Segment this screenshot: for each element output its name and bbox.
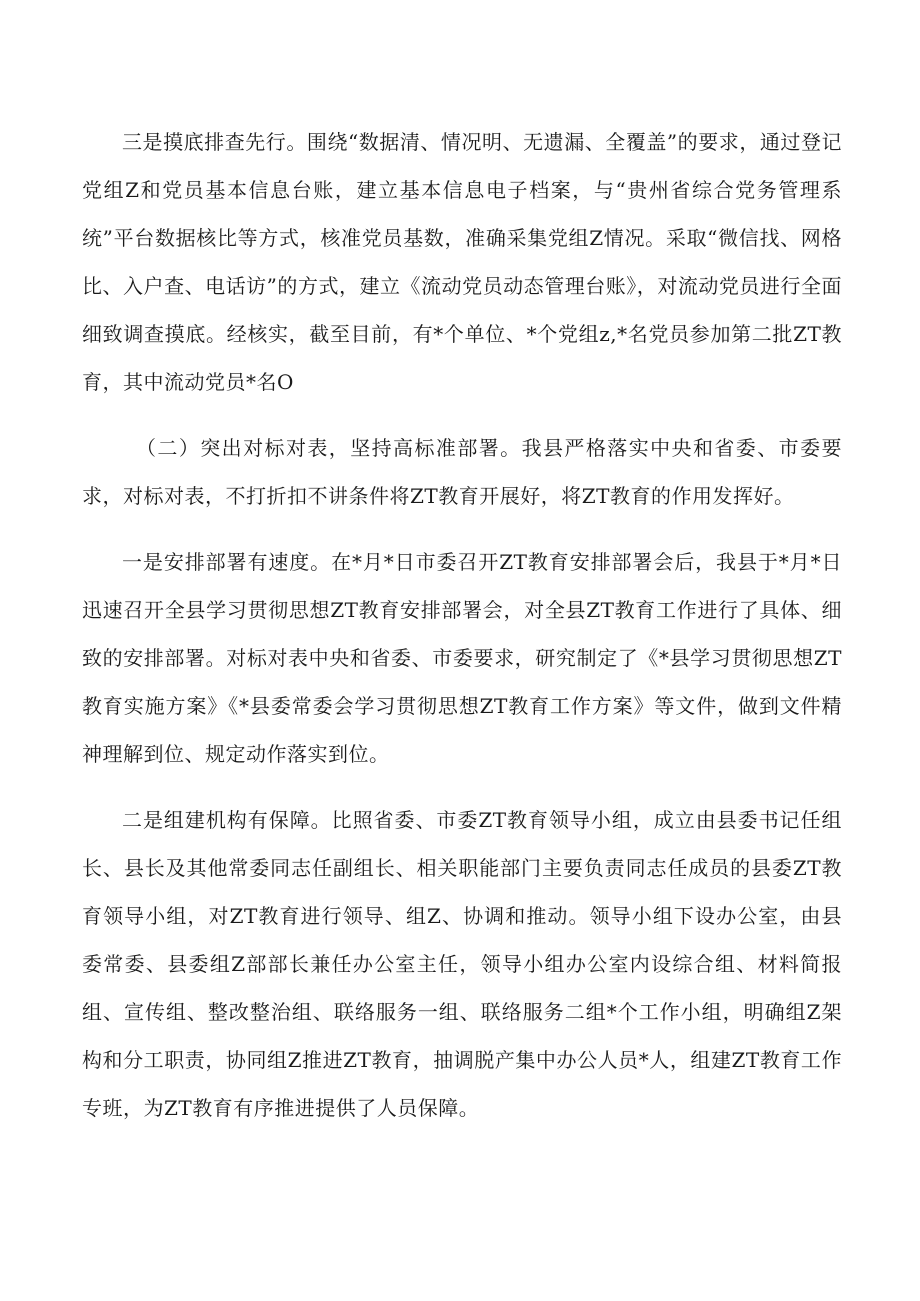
document-body — [82, 118, 842, 1132]
paragraph-organization: 二是组建机构有保障。比照省委、市委ZT教育领导小组，成立由县委书记任组长、县长及其他常委同志任副组长、相关职能部门主要负责同志任成员的县委ZT教育领导小组，对ZT教育进行领导、组Z、协调和推动。领导小组下设办公室，由县委常委、县委组Z部部长兼任办公室主任，领导小组办公室内设综合组、材料简报组、宣传组、整改整治组、联络服务一组、联络服务二组*个工作小组，明确组Z架构和分工职责，协同组Z推进ZT教育，抽调脱产集中办公人员*人，组建ZT教育工作专班，为ZT教育有序推进提供了人员保障。 — [82, 808, 842, 1120]
paragraph-survey: 三是摸底排查先行。围绕“数据清、情况明、无遗漏、全覆盖”的要求，通过登记党组Z和党员基本信息台账，建立基本信息电子档案，与“贵州省综合党务管理系统”平台数据核比等方式，核准党员基数，准确采集党组Z情况。采取“微信找、网格比、入户查、电话访”的方式，建立《流动党员动态管理台账》，对流动党员进行全面细致调查摸底。经核实，截至目前，有*个单位、*个党组z,*名党员参加第二批ZT教育，其中流动党员*名O — [82, 130, 842, 394]
paragraph-deployment-speed: 一是安排部署有速度。在*月*日市委召开ZT教育安排部署会后，我县于*月*日迅速召开全县学习贯彻思想ZT教育安排部署会，对全县ZT教育工作进行了具体、细致的安排部署。对标对表中央和省委、市委要求，研究制定了《*县学习贯彻思想ZT教育实施方案》《*县委常委会学习贯彻思想ZT教育工作方案》等文件，做到文件精神理解到位、规定动作落实到位。 — [82, 550, 842, 766]
paragraph-section-heading: （二）突出对标对表，坚持高标准部署。我县严格落实中央和省委、市委要求，对标对表，不打折扣不讲条件将ZT教育开展好，将ZT教育的作用发挥好。 — [82, 436, 842, 508]
